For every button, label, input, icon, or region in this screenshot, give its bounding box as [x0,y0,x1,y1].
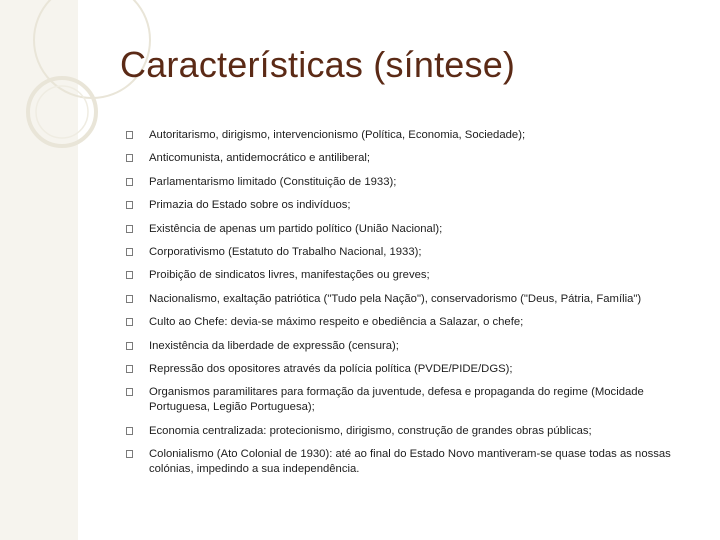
bullet-list [126,128,694,485]
square-bullet-icon [126,388,133,396]
bullet-text: Existência de apenas um partido político (União Nacional); [149,222,443,235]
square-bullet-icon [126,271,133,279]
bullet-item [126,175,694,190]
bullet-item [126,198,694,213]
bullet-item [126,315,694,330]
square-bullet-icon [126,131,133,139]
bullet-text: Economia centralizada: protecionismo, dirigismo, construção de grandes obras públicas; [149,424,592,437]
square-bullet-icon [126,248,133,256]
slide-title: Características (síntese) [120,44,516,85]
square-bullet-icon [126,450,133,458]
bullet-item [126,245,694,260]
square-bullet-icon [126,365,133,373]
bullet-text: Nacionalismo, exaltação patriótica ("Tudo pela Nação"), conservadorismo ("Deus, Pátria, Família") [149,292,642,305]
bullet-text: Anticomunista, antidemocrático e antiliberal; [149,152,371,165]
bullet-item [126,128,694,143]
side-decoration-strip [0,0,78,540]
bullet-text: Inexistência da liberdade de expressão (censura); [149,339,399,352]
square-bullet-icon [126,225,133,233]
bullet-text: Corporativismo (Estatuto do Trabalho Nacional, 1933); [149,245,422,258]
bullet-text: Proibição de sindicatos livres, manifestações ou greves; [149,269,430,282]
bullet-item [126,151,694,166]
bullet-item [126,268,694,283]
bullet-text: Parlamentarismo limitado (Constituição de 1933); [149,175,397,188]
bullet-item [126,447,694,477]
square-bullet-icon [126,295,133,303]
bullet-item [126,339,694,354]
bullet-text: Organismos paramilitares para formação da juventude, defesa e propaganda do regime (Mocidade Portuguesa, Legião Portuguesa); [149,386,644,414]
bullet-item [126,424,694,439]
square-bullet-icon [126,318,133,326]
bullet-text: Autoritarismo, dirigismo, intervencionismo (Política, Economia, Sociedade); [149,129,526,141]
square-bullet-icon [126,427,133,435]
square-bullet-icon [126,342,133,350]
bullet-item [126,292,694,307]
bullet-item [126,385,694,415]
bullet-text: Repressão dos opositores através da polícia política (PVDE/PIDE/DGS); [149,362,513,375]
bullet-item [126,222,694,237]
bullet-text: Colonialismo (Ato Colonial de 1930): até ao final do Estado Novo mantiveram-se quase todas as nossas colónias, impedindo a sua independência. [149,448,671,476]
bullet-item [126,362,694,377]
bullet-text: Culto ao Chefe: devia-se máximo respeito e obediência a Salazar, o chefe; [149,316,524,329]
square-bullet-icon [126,201,133,209]
bullet-text: Primazia do Estado sobre os indivíduos; [149,199,351,212]
square-bullet-icon [126,178,133,186]
square-bullet-icon [126,154,133,162]
